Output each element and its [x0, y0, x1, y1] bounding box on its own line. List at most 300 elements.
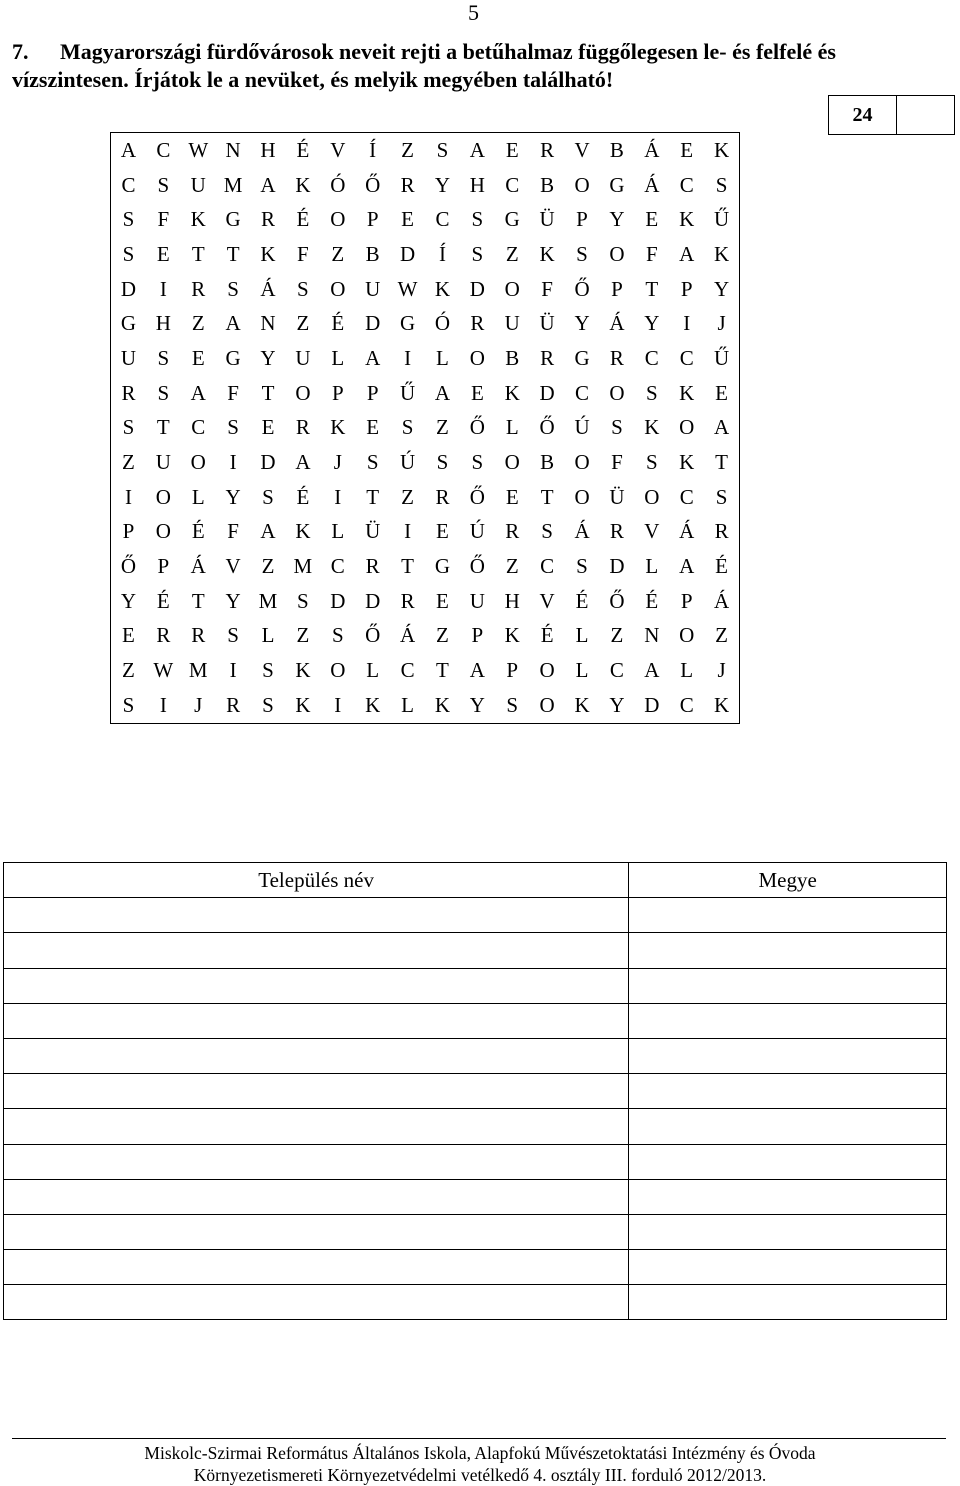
grid-cell: A	[679, 554, 695, 579]
grid-cell: L	[191, 484, 205, 509]
grid-cell: P	[611, 276, 623, 301]
grid-cell: S	[297, 588, 309, 613]
grid-cell: T	[261, 380, 275, 405]
grid-cell: A	[704, 411, 739, 446]
grid-cell: Ó	[434, 311, 451, 336]
grid-cell: Ű	[704, 341, 739, 376]
grid-cell: F	[645, 241, 658, 266]
grid-cell: O	[504, 276, 520, 301]
grid-cell: D	[469, 276, 485, 301]
grid-cell: B	[599, 133, 634, 168]
grid-cell: L	[575, 623, 589, 648]
grid-row	[111, 341, 740, 376]
grid-cell: E	[495, 133, 530, 168]
grid-cell: Z	[191, 311, 205, 336]
grid-cell: V	[225, 554, 241, 579]
grid-cell: P	[680, 276, 693, 301]
grid-cell: P	[471, 623, 484, 648]
grid-cell: U	[469, 588, 485, 613]
answer-row	[4, 1179, 947, 1214]
grid-cell: B	[365, 241, 380, 266]
grid-cell: C	[679, 345, 694, 370]
grid-cell: G	[504, 207, 520, 232]
grid-cell: S	[425, 133, 460, 168]
grid-cell: R	[400, 172, 415, 197]
grid-cell: K	[679, 207, 695, 232]
grid-cell: O	[330, 276, 346, 301]
grid-cell: Z	[390, 133, 425, 168]
county-field[interactable]	[629, 933, 947, 968]
answer-row	[4, 1074, 947, 1109]
grid-cell: J	[704, 653, 739, 688]
grid-cell: M	[223, 172, 243, 197]
grid-cell: W	[181, 133, 216, 168]
answer-row	[4, 898, 947, 933]
grid-cell: P	[331, 380, 344, 405]
grid-cell: K	[425, 688, 460, 723]
settlement-name-field[interactable]	[4, 1179, 629, 1214]
grid-cell: Ú	[574, 415, 590, 440]
grid-cell: C	[644, 345, 659, 370]
grid-cell: P	[157, 554, 170, 579]
grid-cell: S	[471, 241, 484, 266]
county-field[interactable]	[629, 1074, 947, 1109]
grid-cell: S	[495, 688, 530, 723]
county-field[interactable]	[629, 898, 947, 933]
answer-row	[4, 933, 947, 968]
grid-cell: Ő	[365, 172, 381, 197]
grid-cell: É	[704, 549, 739, 584]
grid-cell: L	[505, 415, 519, 440]
grid-cell: E	[505, 484, 519, 509]
grid-cell: S	[262, 658, 274, 683]
grid-cell: S	[227, 623, 239, 648]
grid-cell: C	[330, 554, 345, 579]
grid-cell: K	[295, 519, 311, 544]
grid-cell: C	[575, 380, 590, 405]
grid-cell: L	[390, 688, 425, 723]
grid-cell: Á	[704, 584, 739, 619]
grid-cell: A	[644, 658, 660, 683]
grid-cell: E	[436, 519, 449, 544]
settlement-name-field[interactable]	[4, 1003, 629, 1038]
grid-cell: C	[679, 172, 694, 197]
grid-cell: E	[704, 376, 739, 411]
grid-cell: C	[146, 133, 181, 168]
answer-row	[4, 1214, 947, 1249]
grid-cell: Ő	[539, 415, 555, 440]
grid-cell: R	[609, 519, 624, 544]
grid-cell: S	[704, 480, 739, 515]
grid-cell: N	[260, 311, 276, 336]
answer-row	[4, 1250, 947, 1285]
grid-cell: K	[285, 688, 320, 723]
grid-cell: Ü	[609, 484, 625, 509]
grid-cell: E	[669, 133, 704, 168]
county-field[interactable]	[629, 1214, 947, 1249]
grid-cell: K	[679, 450, 695, 475]
grid-cell: O	[574, 484, 590, 509]
grid-cell: Z	[296, 311, 310, 336]
letter-grid	[110, 132, 740, 724]
grid-cell: Ű	[704, 202, 739, 237]
grid-row	[111, 619, 740, 654]
grid-cell: K	[644, 415, 660, 440]
grid-row	[111, 133, 740, 168]
grid-cell: F	[227, 380, 239, 405]
grid-cell: C	[679, 484, 694, 509]
grid-cell: B	[505, 345, 520, 370]
grid-cell: E	[366, 415, 380, 440]
grid-cell: H	[251, 133, 286, 168]
grid-cell: O	[574, 450, 590, 475]
grid-cell: O	[609, 380, 625, 405]
grid-cell: C	[609, 658, 624, 683]
grid-cell: J	[704, 306, 739, 341]
grid-cell: I	[334, 484, 342, 509]
grid-cell: S	[471, 450, 484, 475]
settlement-name-field[interactable]	[4, 898, 629, 933]
county-field[interactable]	[629, 968, 947, 1003]
grid-cell: Z	[436, 623, 449, 648]
grid-cell: J	[333, 450, 342, 475]
settlement-name-field[interactable]	[4, 1144, 629, 1179]
settlement-name-field[interactable]	[4, 933, 629, 968]
grid-cell: S	[436, 450, 449, 475]
grid-cell: S	[401, 415, 414, 440]
grid-cell: N	[644, 623, 660, 648]
grid-cell: A	[460, 133, 495, 168]
grid-cell: L	[261, 623, 275, 648]
grid-cell: L	[575, 658, 589, 683]
grid-cell: Z	[296, 623, 310, 648]
grid-cell: S	[157, 380, 170, 405]
footer	[0, 1442, 960, 1486]
grid-cell: K	[504, 380, 520, 405]
grid-cell: I	[683, 311, 691, 336]
grid-cell: I	[229, 658, 237, 683]
county-field[interactable]	[629, 1285, 947, 1320]
grid-cell: S	[157, 172, 170, 197]
task-instruction	[12, 38, 912, 94]
grid-cell: S	[331, 623, 344, 648]
grid-cell: R	[400, 588, 415, 613]
grid-cell: R	[704, 515, 739, 550]
grid-cell: Á	[679, 519, 695, 544]
grid-cell: H	[504, 588, 520, 613]
settlement-name-field[interactable]	[4, 1109, 629, 1144]
grid-cell: R	[540, 345, 555, 370]
grid-cell: D	[539, 380, 555, 405]
grid-cell: É	[156, 588, 170, 613]
grid-cell: O	[295, 380, 311, 405]
grid-cell: Ü	[365, 519, 381, 544]
grid-cell: É	[575, 588, 589, 613]
grid-cell: G	[399, 311, 416, 336]
grid-row	[111, 653, 740, 688]
score-points: 24	[829, 96, 897, 134]
grid-cell: S	[111, 202, 146, 237]
grid-cell: S	[111, 411, 146, 446]
grid-cell: E	[470, 380, 484, 405]
grid-cell: L	[645, 554, 659, 579]
grid-cell: O	[539, 658, 555, 683]
grid-cell: Z	[704, 619, 739, 654]
grid-cell: A	[260, 519, 276, 544]
grid-cell: T	[436, 658, 449, 683]
grid-cell: S	[704, 168, 739, 203]
grid-cell: Ú	[469, 519, 485, 544]
grid-cell: Z	[436, 415, 449, 440]
grid-cell: P	[506, 658, 519, 683]
grid-cell: A	[225, 311, 241, 336]
grid-cell: I	[159, 276, 167, 301]
grid-cell: Z	[505, 241, 519, 266]
grid-cell: R	[156, 623, 171, 648]
grid-cell: Z	[610, 623, 624, 648]
grid-cell: C	[111, 168, 146, 203]
grid-cell: E	[261, 415, 275, 440]
grid-cell: P	[576, 207, 588, 232]
grid-cell: Y	[460, 688, 495, 723]
grid-cell: K	[704, 133, 739, 168]
grid-cell: K	[504, 623, 520, 648]
grid-cell: G	[574, 345, 590, 370]
grid-cell: Ő	[365, 623, 381, 648]
grid-cell: K	[190, 207, 206, 232]
settlement-name-field[interactable]	[4, 1285, 629, 1320]
grid-cell: G	[609, 172, 625, 197]
county-field[interactable]	[629, 1003, 947, 1038]
header-settlement-name: Település név	[4, 863, 629, 898]
settlement-name-field[interactable]	[4, 1074, 629, 1109]
grid-cell: E	[436, 588, 449, 613]
grid-cell: O	[574, 172, 590, 197]
settlement-name-field[interactable]	[4, 1038, 629, 1073]
grid-cell: K	[679, 380, 695, 405]
grid-cell: S	[262, 484, 274, 509]
grid-cell: P	[111, 515, 146, 550]
county-field[interactable]	[629, 1109, 947, 1144]
grid-cell: S	[111, 688, 146, 723]
grid-cell: O	[155, 484, 171, 509]
grid-cell: É	[191, 519, 205, 544]
grid-cell: G	[111, 306, 146, 341]
grid-cell: R	[470, 311, 485, 336]
grid-cell: A	[434, 380, 451, 405]
answer-row	[4, 1038, 947, 1073]
grid-cell: K	[260, 241, 276, 266]
grid-cell: M	[258, 588, 278, 613]
grid-cell: S	[611, 415, 623, 440]
grid-cell: U	[190, 172, 206, 197]
grid-cell: O	[609, 241, 625, 266]
grid-cell: S	[297, 276, 309, 301]
grid-row	[111, 515, 740, 550]
grid-cell: T	[191, 588, 205, 613]
grid-cell: L	[331, 345, 345, 370]
grid-cell: F	[227, 519, 239, 544]
grid-cell: A	[111, 133, 146, 168]
grid-cell: U	[365, 276, 381, 301]
grid-cell: O	[330, 207, 346, 232]
grid-cell: O	[330, 658, 346, 683]
grid-cell: A	[679, 241, 695, 266]
grid-cell: Ó	[330, 172, 346, 197]
answer-row	[4, 968, 947, 1003]
grid-cell: C	[435, 207, 450, 232]
grid-cell: E	[401, 207, 414, 232]
grid-cell: K	[434, 276, 451, 301]
grid-cell: T	[704, 445, 739, 480]
grid-cell: U	[504, 311, 520, 336]
grid-cell: R	[191, 623, 206, 648]
grid-cell: Z	[111, 445, 146, 480]
grid-cell: H	[469, 172, 485, 197]
grid-cell: Ő	[469, 554, 485, 579]
grid-cell: R	[530, 133, 565, 168]
grid-cell: Y	[111, 584, 146, 619]
grid-cell: Ő	[574, 276, 590, 301]
grid-cell: I	[146, 688, 181, 723]
grid-cell: V	[320, 133, 355, 168]
county-field[interactable]	[629, 1144, 947, 1179]
settlement-name-field[interactable]	[4, 1214, 629, 1249]
grid-cell: Á	[399, 623, 416, 648]
grid-cell: S	[576, 241, 588, 266]
grid-cell: Í	[438, 241, 446, 266]
grid-cell: S	[157, 345, 170, 370]
grid-row	[111, 272, 740, 307]
grid-cell: K	[539, 241, 555, 266]
grid-row	[111, 202, 740, 237]
answer-row	[4, 1285, 947, 1320]
grid-cell: Z	[401, 484, 414, 509]
grid-row	[111, 168, 740, 203]
grid-cell: A	[295, 450, 311, 475]
grid-cell: O	[155, 519, 171, 544]
grid-cell: K	[565, 688, 600, 723]
grid-cell: P	[680, 588, 693, 613]
grid-cell: O	[530, 688, 565, 723]
grid-row	[111, 237, 740, 272]
grid-cell: V	[565, 133, 600, 168]
grid-cell: Y	[225, 588, 241, 613]
grid-cell: Ő	[469, 484, 485, 509]
grid-cell: S	[366, 450, 379, 475]
grid-cell: O	[679, 415, 695, 440]
grid-cell: R	[365, 554, 380, 579]
county-field[interactable]	[629, 1038, 947, 1073]
grid-cell: Z	[111, 653, 146, 688]
grid-cell: R	[295, 415, 310, 440]
grid-row	[111, 584, 740, 619]
grid-row	[111, 480, 740, 515]
grid-cell: Z	[505, 554, 519, 579]
grid-cell: F	[611, 450, 623, 475]
grid-cell: T	[540, 484, 554, 509]
grid-cell: Y	[599, 688, 634, 723]
score-blank-field[interactable]	[897, 96, 954, 134]
header-county: Megye	[629, 863, 947, 898]
task-number: 7.	[12, 39, 29, 64]
grid-cell: É	[285, 133, 320, 168]
grid-cell: T	[366, 484, 380, 509]
grid-cell: R	[435, 484, 450, 509]
grid-cell: T	[156, 415, 170, 440]
grid-cell: Y	[644, 311, 660, 336]
county-field[interactable]	[629, 1250, 947, 1285]
grid-cell: Y	[704, 272, 739, 307]
grid-cell: P	[366, 380, 379, 405]
grid-cell: K	[704, 688, 739, 723]
grid-cell: D	[260, 450, 276, 475]
grid-cell: K	[295, 172, 311, 197]
grid-cell: O	[504, 450, 520, 475]
grid-row	[111, 376, 740, 411]
grid-cell: A	[190, 380, 206, 405]
grid-cell: R	[111, 376, 146, 411]
grid-cell: Í	[355, 133, 390, 168]
grid-cell: W	[153, 658, 174, 683]
grid-cell: R	[191, 276, 206, 301]
grid-cell: Ű	[399, 380, 416, 405]
grid-cell: D	[111, 272, 146, 307]
grid-row	[111, 549, 740, 584]
grid-cell: S	[227, 276, 239, 301]
grid-cell: H	[155, 311, 171, 336]
grid-cell: Y	[609, 207, 625, 232]
grid-cell: S	[645, 450, 658, 475]
grid-cell: D	[609, 554, 625, 579]
grid-cell: S	[645, 380, 658, 405]
grid-cell: Y	[225, 484, 241, 509]
grid-cell: Z	[331, 241, 345, 266]
grid-cell: U	[295, 345, 311, 370]
grid-cell: Ú	[399, 450, 416, 475]
footer-school: Miskolc-Szirmai Református Általános Iskola, Alapfokú Művészetoktatási Intézmény és Óvoda	[144, 1443, 816, 1463]
grid-cell: Á	[634, 133, 669, 168]
grid-cell: Á	[609, 311, 625, 336]
grid-cell: V	[539, 588, 555, 613]
grid-cell: S	[251, 688, 286, 723]
grid-cell: O	[190, 450, 206, 475]
grid-cell: I	[111, 480, 146, 515]
grid-cell: L	[680, 658, 694, 683]
grid-cell: C	[400, 658, 415, 683]
county-field[interactable]	[629, 1179, 947, 1214]
grid-cell: F	[157, 207, 170, 232]
grid-cell: L	[436, 345, 449, 370]
answer-row	[4, 1109, 947, 1144]
grid-cell: C	[540, 554, 555, 579]
settlement-name-field[interactable]	[4, 1250, 629, 1285]
grid-cell: I	[404, 519, 412, 544]
grid-cell: O	[644, 484, 660, 509]
grid-cell: M	[293, 554, 313, 579]
grid-cell: T	[226, 241, 240, 266]
grid-cell: Á	[190, 554, 206, 579]
grid-row	[111, 306, 740, 341]
grid-cell: O	[679, 623, 695, 648]
grid-cell: B	[540, 172, 555, 197]
score-box	[828, 95, 955, 135]
grid-cell: Á	[260, 276, 276, 301]
grid-cell: E	[111, 619, 146, 654]
grid-cell: K	[330, 415, 346, 440]
grid-cell: Ü	[539, 311, 555, 336]
settlement-name-field[interactable]	[4, 968, 629, 1003]
